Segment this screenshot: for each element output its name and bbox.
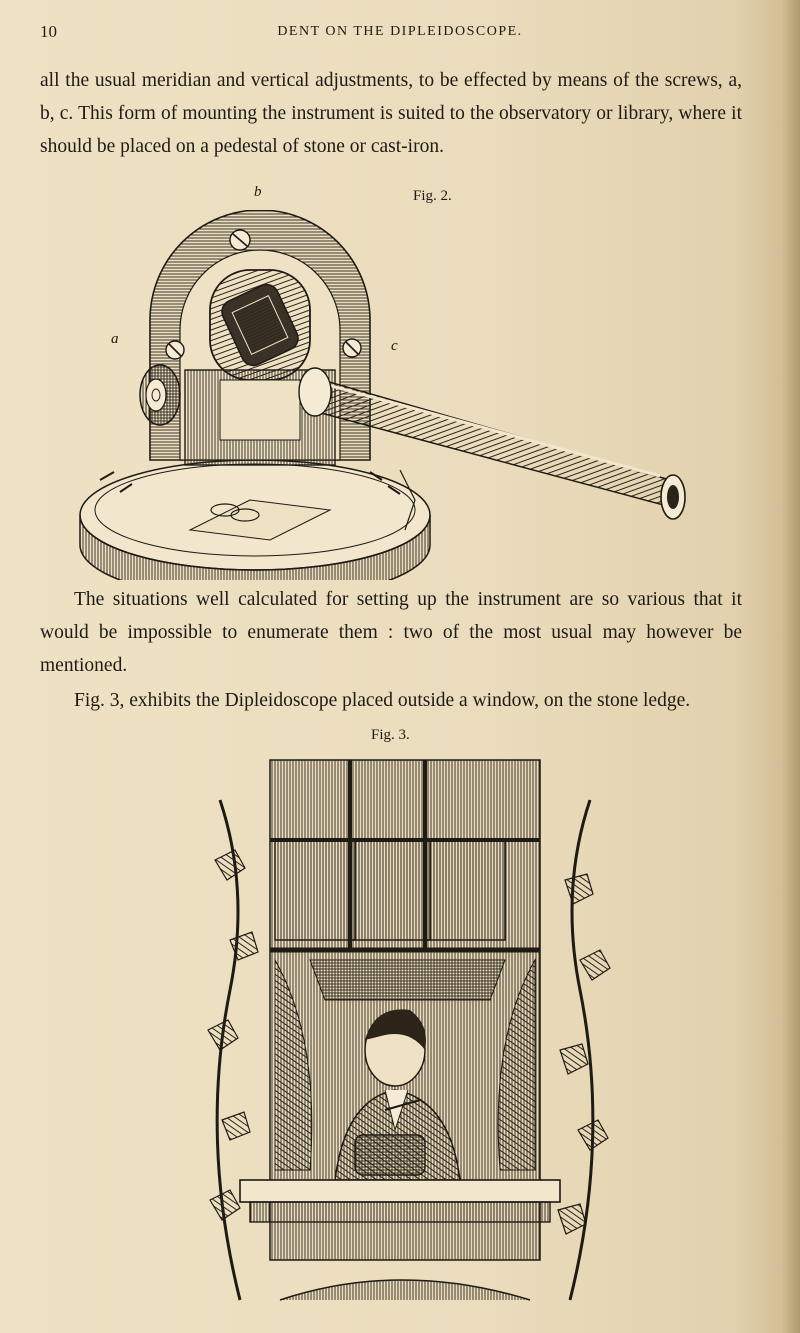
- figure-2-label-a: a: [111, 331, 119, 347]
- figure-2-label-c: c: [391, 338, 398, 354]
- page-number: 10: [40, 22, 57, 41]
- figure-2-label-b: b: [254, 184, 262, 200]
- page-edge-shadow: [782, 0, 800, 1333]
- page-header: [40, 22, 760, 48]
- paragraph-1: all the usual meridian and vertical adjustments, to be effected by means of the screws, a, b, c. This form of mounting the instrument is suited to the observatory or library, where it should be placed on a pedestal of stone or cast-iron.: [40, 70, 742, 157]
- adjusting-screw-a: [140, 365, 180, 425]
- figure-2-illustration: [70, 210, 700, 580]
- paragraph-3-text: Fig. 3, exhibits the Dipleidoscope placed outside a window, on the stone ledge.: [74, 690, 691, 711]
- paragraph-2: [40, 583, 742, 682]
- figure-3-illustration: [160, 740, 640, 1320]
- figure-2-caption: Fig. 2.: [413, 188, 452, 204]
- figure-3-caption: Fig. 3.: [371, 727, 410, 743]
- running-head: DENT ON THE DIPLEIDOSCOPE.: [277, 24, 523, 39]
- paragraph-3: [40, 684, 742, 717]
- paragraph-2-text: The situations well calculated for setting up the instrument are so various that it would be impossible to enumerate them : two of the most usual may however be mentioned.: [40, 589, 742, 676]
- prism-housing: [210, 270, 310, 380]
